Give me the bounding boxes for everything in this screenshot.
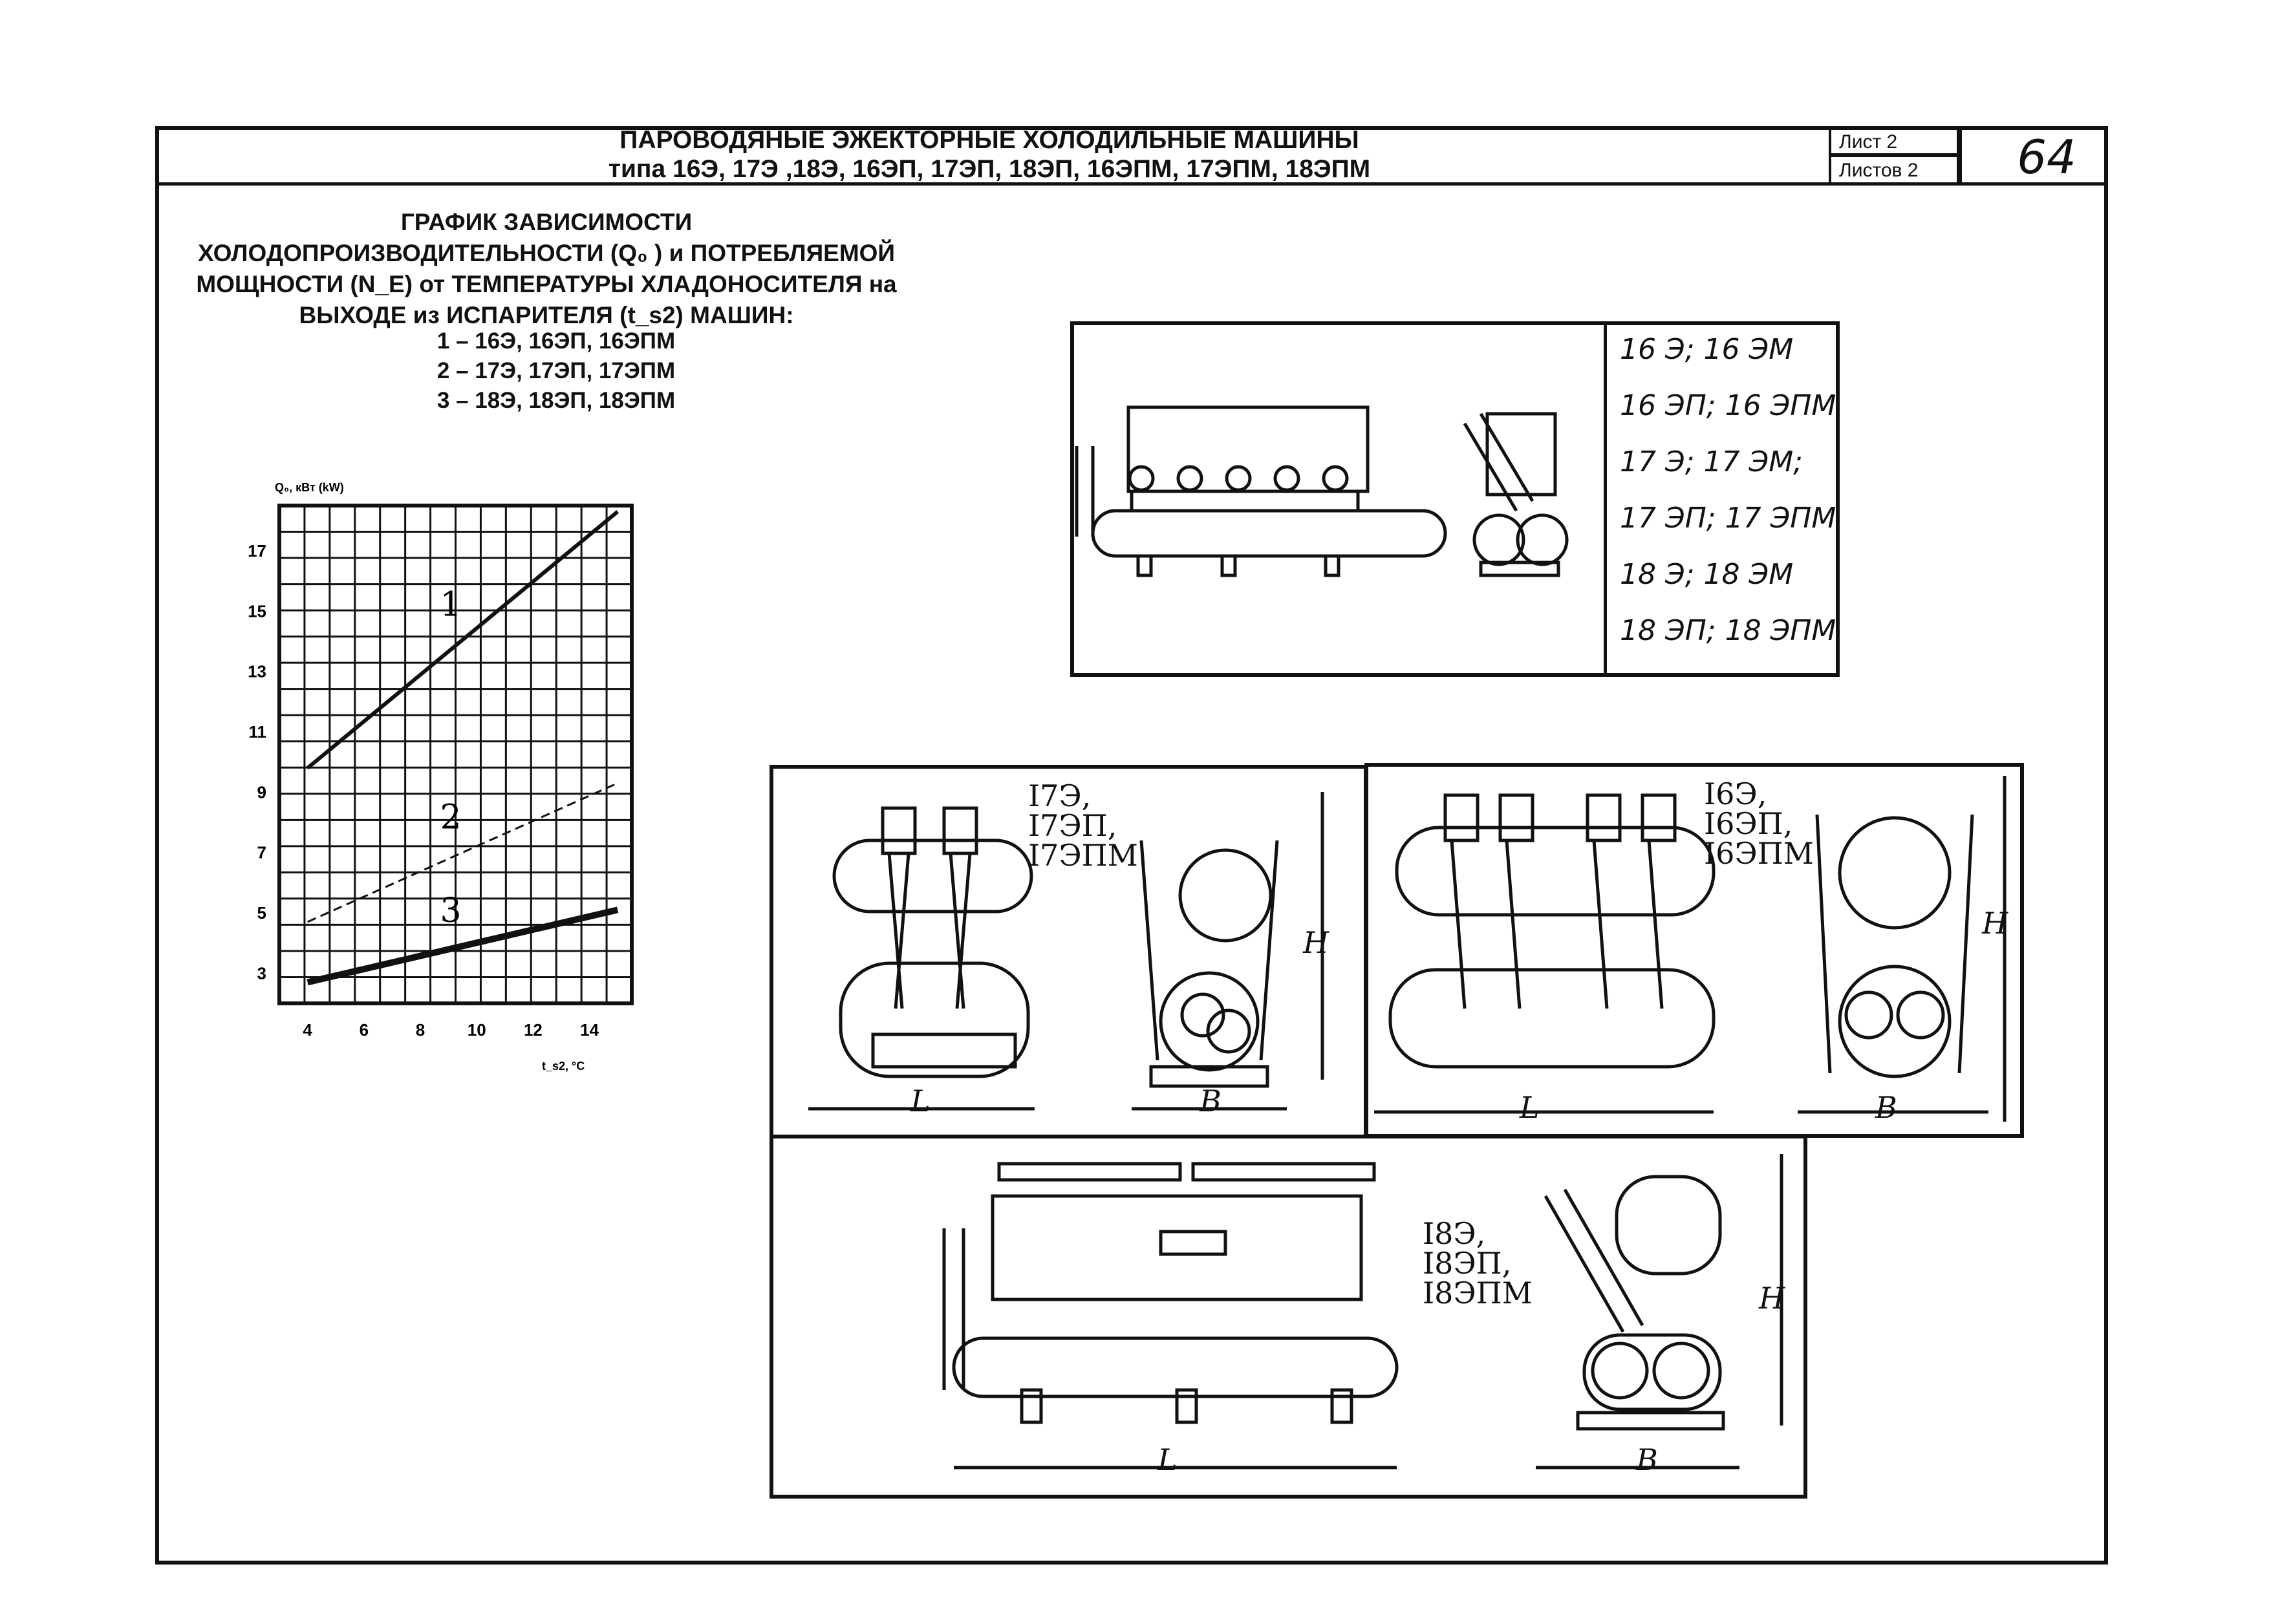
dim-L-18: L (1157, 1442, 1178, 1477)
heading-line: ГРАФИК ЗАВИСИМОСТИ (400, 209, 693, 235)
y-tick-label: 15 (248, 601, 266, 621)
x-tick-label: 6 (359, 1020, 369, 1040)
model-label-column (1604, 321, 1843, 677)
y-tick-label: 9 (257, 782, 266, 802)
y-tick-label: 17 (248, 541, 266, 561)
page-number: 64 (2017, 130, 2076, 184)
dim-B-18: B (1636, 1442, 1658, 1477)
legend-item: 3 – 18Э, 18ЭП, 18ЭПМ (436, 388, 676, 413)
heading-line: ВЫХОДЕ из ИСПАРИТЕЛЯ (t_s2) МАШИН: (299, 302, 794, 328)
sheets-label: Листов 2 (1829, 155, 1959, 186)
sheet-label: Лист 2 (1829, 126, 1959, 156)
drawing-label-18: I8Э, I8ЭП, I8ЭПМ (1423, 1216, 1533, 1310)
x-tick-label: 4 (303, 1020, 312, 1040)
model-label: 17 ЭП; 17 ЭПМ (1620, 502, 1836, 535)
x-tick-label: 8 (415, 1020, 425, 1040)
heading-line: МОЩНОСТИ (N_E) от ТЕМПЕРАТУРЫ ХЛАДОНОСИТЕЛЯ на (196, 271, 897, 297)
dim-L-17: L (910, 1084, 931, 1118)
model-label: 16 ЭП; 16 ЭПМ (1620, 389, 1836, 422)
document-title: ПАРОВОДЯНЫЕ ЭЖЕКТОРНЫЕ ХОЛОДИЛЬНЫЕ МАШИНЫ (619, 126, 1359, 154)
document-subtitle: типа 16Э, 17Э ,18Э, 16ЭП, 17ЭП, 18ЭП, 16ЭПМ, 17ЭПМ, 18ЭПМ (608, 155, 1371, 183)
y-tick-label: 11 (248, 722, 266, 742)
y-tick-label: 13 (248, 661, 266, 681)
y-tick-label: 5 (257, 903, 266, 923)
x-tick-label: 10 (467, 1020, 486, 1040)
drawing-panel-16 (1364, 763, 2024, 1138)
model-label: 17 Э; 17 ЭМ; (1620, 445, 1803, 478)
series-label-1: 1 (440, 585, 462, 625)
dim-H-16: H (1982, 906, 2008, 941)
series-label-3: 3 (440, 892, 462, 930)
legend-item: 2 – 17Э, 17ЭП, 17ЭПМ (436, 358, 676, 383)
x-tick-label: 12 (523, 1020, 543, 1040)
series-label-2: 2 (440, 798, 462, 837)
y-axis-label: Q₀, кВт (kW) (275, 481, 344, 494)
heading-line: ХОЛОДОПРОИЗВОДИТЕЛЬНОСТИ (Q₀ ) и ПОТРЕБЛЯЕМОЙ (197, 240, 896, 266)
model-label: 16 Э; 16 ЭМ (1620, 333, 1794, 366)
y-tick-label: 3 (257, 963, 266, 983)
x-tick-label: 14 (580, 1020, 599, 1040)
dim-B-17: B (1200, 1084, 1222, 1118)
model-label: 18 ЭП; 18 ЭПМ (1620, 614, 1836, 647)
drawing-label-16: I6Э, I6ЭП, I6ЭПМ (1704, 776, 1814, 871)
dim-B-16: B (1875, 1090, 1897, 1125)
model-label: 18 Э; 18 ЭМ (1620, 558, 1794, 591)
y-tick-label: 7 (257, 842, 266, 862)
dim-H-18: H (1759, 1281, 1785, 1316)
dim-L-16: L (1520, 1090, 1540, 1125)
dim-H-17: H (1303, 925, 1329, 960)
x-axis-label: t_s2, °C (542, 1060, 585, 1073)
drawing-label-17: I7Э, I7ЭП, I7ЭПМ (1028, 778, 1138, 873)
legend-item: 1 – 16Э, 16ЭП, 16ЭПМ (436, 328, 676, 354)
